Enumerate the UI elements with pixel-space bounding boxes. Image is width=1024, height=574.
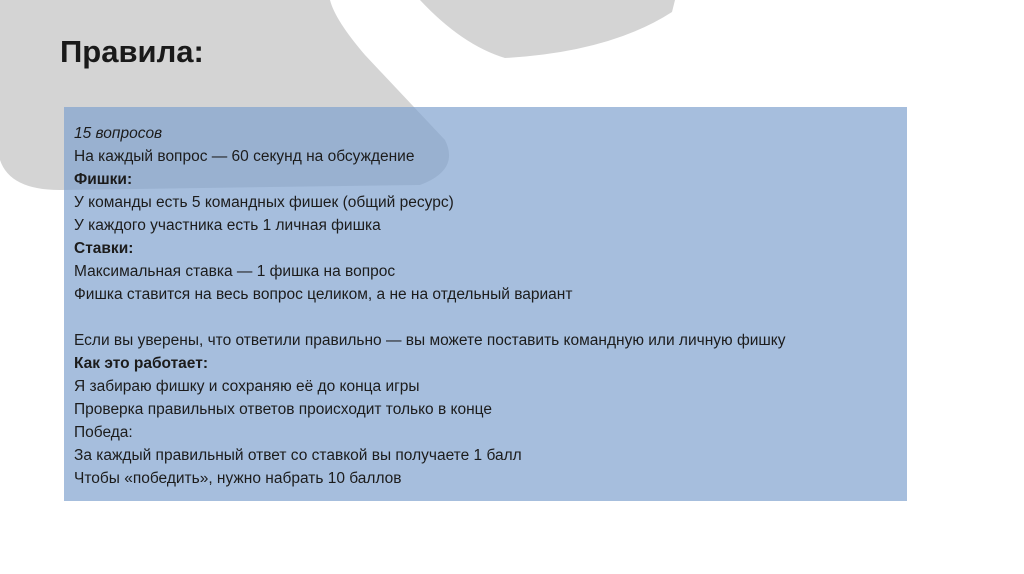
- rule-team-chips: У команды есть 5 командных фишек (общий ресурс): [74, 194, 454, 211]
- rule-points-to-win: Чтобы «победить», нужно набрать 10 баллов: [74, 470, 402, 487]
- rules-panel: [64, 107, 907, 501]
- victory-heading: Победа:: [74, 424, 133, 441]
- rule-max-bet: Максимальная ставка — 1 фишка на вопрос: [74, 263, 396, 280]
- rule-bet-whole-question: Фишка ставится на весь вопрос целиком, а не на отдельный вариант: [74, 286, 573, 303]
- rule-personal-chip: У каждого участника есть 1 личная фишка: [74, 217, 381, 234]
- chips-heading: Фишки:: [74, 171, 133, 188]
- rule-keep-chip: Я забираю фишку и сохраняю её до конца игры: [74, 378, 420, 395]
- rule-check-at-end: Проверка правильных ответов происходит только в конце: [74, 401, 492, 418]
- rule-place-chip-if-confident: Если вы уверены, что ответили правильно — вы можете поставить командную или личную фишку: [74, 332, 786, 349]
- blank-line: [74, 306, 786, 329]
- rule-point-per-answer: За каждый правильный ответ со ставкой вы получаете 1 балл: [74, 447, 522, 464]
- rules-text: [74, 122, 786, 490]
- bets-heading: Ставки:: [74, 240, 134, 257]
- rule-time-per-question: На каждый вопрос — 60 секунд на обсуждение: [74, 148, 415, 165]
- rule-questions-count: 15 вопросов: [74, 125, 163, 142]
- decor-shape-right: [420, 0, 675, 58]
- how-it-works-heading: Как это работает:: [74, 355, 208, 372]
- slide-title: Правила:: [60, 34, 204, 69]
